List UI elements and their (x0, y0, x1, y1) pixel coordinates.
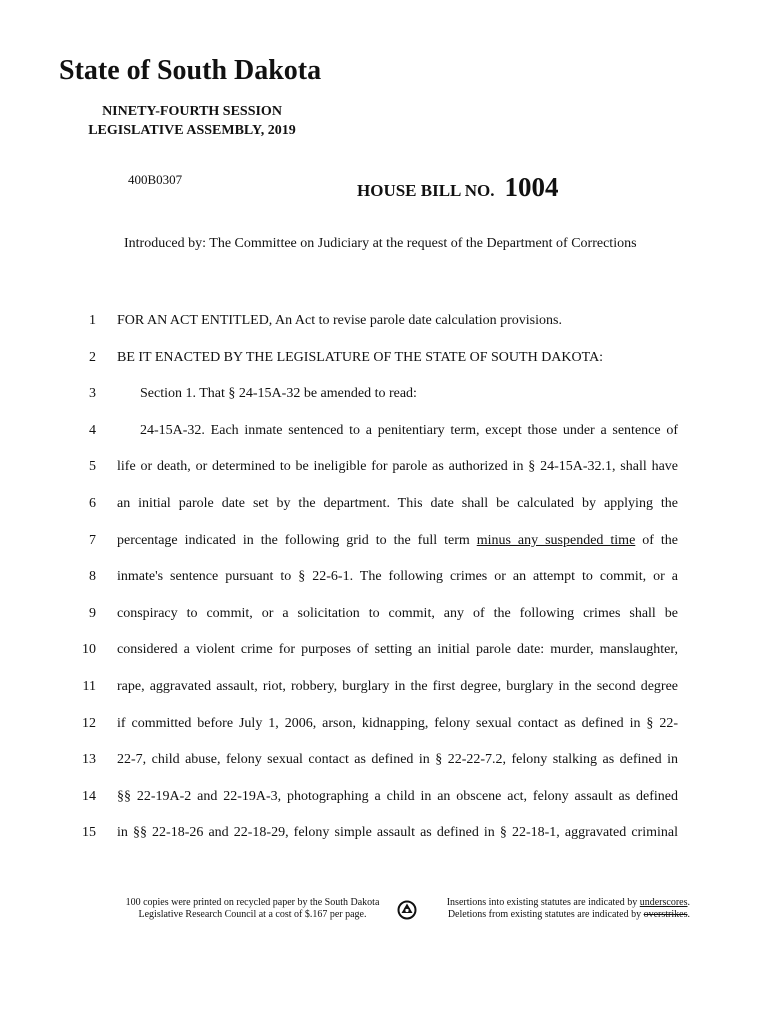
line-number: 7 (89, 533, 96, 548)
bill-line (0, 677, 768, 697)
bill-heading (357, 172, 558, 203)
line-number: 13 (82, 752, 96, 767)
line-number: 12 (82, 716, 96, 731)
assembly-label: LEGISLATIVE ASSEMBLY, 2019 (88, 123, 296, 138)
bill-line (0, 823, 768, 843)
line-text: life or death, or determined to be ineligible for parole as authorized in § 24-15A-32.1, shall have (117, 459, 678, 474)
line-text: 22-7, child abuse, felony sexual contact as defined in § 22-22-7.2, felony stalking as defined in (117, 752, 678, 767)
line-text: FOR AN ACT ENTITLED, An Act to revise parole date calculation provisions. (117, 313, 562, 328)
line-number: 2 (89, 350, 96, 365)
bill-line (0, 348, 768, 368)
bill-line (0, 457, 768, 477)
line-text: BE IT ENACTED BY THE LEGISLATURE OF THE STATE OF SOUTH DAKOTA: (117, 350, 604, 365)
deletion-legend-end: . (687, 909, 690, 920)
line-number: 4 (89, 423, 96, 438)
bill-line (0, 750, 768, 770)
session-label: NINETY-FOURTH SESSION (102, 104, 282, 119)
recycle-icon (397, 900, 417, 920)
introduced-by: Introduced by: The Committee on Judiciary at the request of the Department of Corrections (124, 236, 637, 251)
bill-line (0, 714, 768, 734)
line-text-before: percentage indicated in the following grid to the full term (117, 533, 477, 548)
line-text: rape, aggravated assault, riot, robbery, burglary in the first degree, burglary in the second degree (117, 679, 678, 694)
bill-line (0, 640, 768, 660)
bill-line (0, 604, 768, 624)
line-text: considered a violent crime for purposes of setting an initial parole date: murder, manslaughter, (117, 642, 678, 657)
line-number: 5 (89, 459, 96, 474)
line-number: 6 (89, 496, 96, 511)
line-number: 8 (89, 569, 96, 584)
line-text: §§ 22-19A-2 and 22-19A-3, photographing a child in an obscene act, felony assault as defined (117, 789, 678, 804)
bill-line (0, 567, 768, 587)
line-number: 10 (82, 642, 96, 657)
statute-legend (428, 897, 690, 921)
line-number: 11 (82, 679, 96, 694)
bill-label: HOUSE BILL NO. (357, 181, 495, 200)
line-text: an initial parole date set by the department. This date shall be calculated by applying the (117, 496, 678, 511)
line-text: Section 1. That § 24-15A-32 be amended to read: (140, 386, 417, 401)
line-number: 1 (89, 313, 96, 328)
line-text-after: of the (635, 533, 678, 548)
line-number: 3 (89, 386, 96, 401)
print-cost-line: Legislative Research Council at a cost of $.167 per page. (138, 909, 367, 920)
deletion-legend-text: Deletions from existing statutes are indicated by (447, 909, 644, 920)
bill-line (0, 494, 768, 514)
inserted-text: minus any suspended time (476, 533, 636, 548)
overstrike-sample: overstrikes (643, 909, 688, 920)
line-number: 14 (82, 789, 96, 804)
line-text: inmate's sentence pursuant to § 22-6-1. The following crimes or an attempt to commit, or a (117, 569, 678, 584)
insertion-legend-text: Insertions into existing statutes are indicated by (446, 897, 640, 908)
bill-line (0, 787, 768, 807)
underscore-sample: underscores (639, 897, 688, 908)
bill-line (0, 311, 768, 331)
line-number: 9 (89, 606, 96, 621)
deletion-legend (428, 909, 690, 921)
line-text (117, 531, 678, 551)
line-text: 24-15A-32. Each inmate sentenced to a penitentiary term, except those under a sentence of (140, 423, 678, 438)
bill-code: 400B0307 (128, 172, 183, 187)
line-number: 15 (82, 825, 96, 840)
bill-line (0, 531, 768, 551)
bill-line (0, 421, 768, 441)
state-title: State of South Dakota (59, 55, 322, 86)
insertion-legend-end: . (687, 897, 690, 908)
bill-number: 1004 (504, 172, 559, 202)
line-text: conspiracy to commit, or a solicitation to commit, any of the following crimes shall be (117, 606, 678, 621)
bill-line (0, 384, 768, 404)
print-cost-note (110, 897, 395, 921)
print-cost-line: 100 copies were printed on recycled paper by the South Dakota (125, 897, 380, 908)
line-text: if committed before July 1, 2006, arson, kidnapping, felony sexual contact as defined in § 22- (117, 716, 678, 731)
insertion-legend (428, 897, 690, 909)
line-text: in §§ 22-18-26 and 22-18-29, felony simple assault as defined in § 22-18-1, aggravated criminal (117, 825, 678, 840)
